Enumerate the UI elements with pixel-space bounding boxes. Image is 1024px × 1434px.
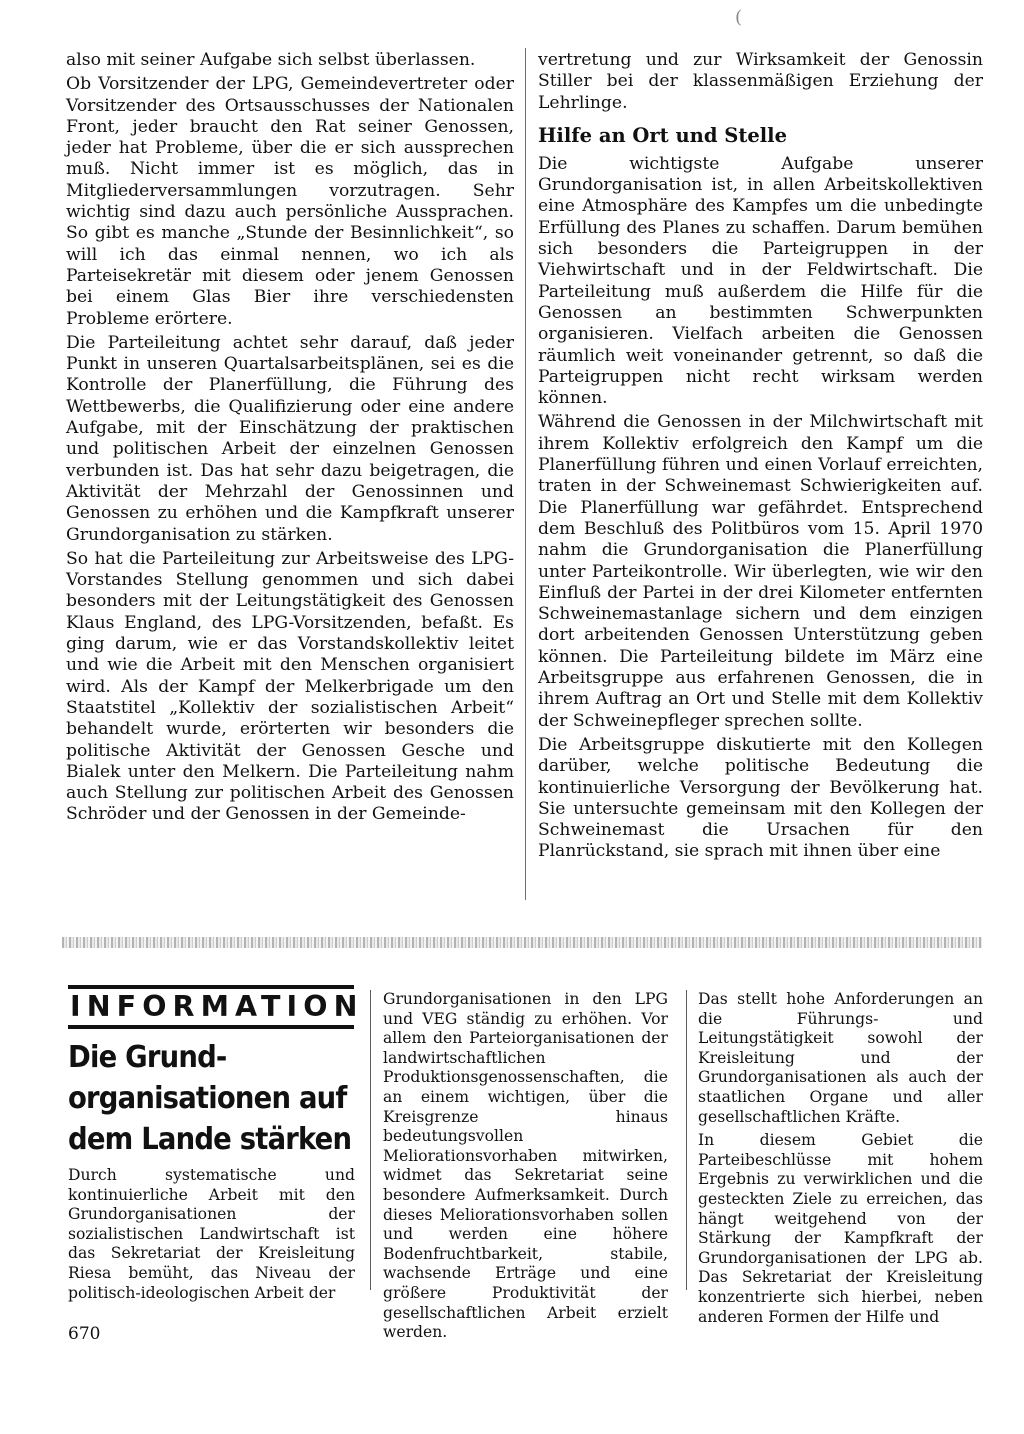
- section-heading: Hilfe an Ort und Stelle: [538, 123, 787, 147]
- section-separator-band: [62, 937, 982, 948]
- paragraph: Das stellt hohe Anforderungen an die Führungs- und Leitungstätigkeit sowohl der Kreisleitung und der Grundorganisationen als auch der staatlichen Organe und aller gesellschaftlichen Kräfte.: [698, 990, 983, 1126]
- column-divider: [525, 48, 526, 900]
- information-label: INFORMATION: [70, 990, 364, 1023]
- paragraph: So hat die Parteileitung zur Arbeitsweise des LPG-Vorstandes Stellung genommen und sich dabei besonders mit der Leitungstätigkeit des Genossen Klaus England, des LPG-Vorsitzenden, befaßt. Es ging darum, wie er das Vorstandskollektiv leitet und wie die Arbeit mit den Menschen organisiert wird. Als der Kampf der Melkerbrigade um den Staatstitel „Kollektiv der sozialistischen Arbeit“ behandelt wurde, erörterten wir besonders die politische Aktivität der Genossen Gesche und Bialek unter den Melkern. Die Parteileitung nahm auch Stellung zur politischen Arbeit des Genossen Schröder und der Genossen in der Gemeinde-: [66, 548, 514, 825]
- info-column-2: [383, 990, 668, 1347]
- paragraph: Die Parteileitung achtet sehr darauf, daß jeder Punkt in unseren Quartalsarbeitsplänen, sei es die Kontrolle der Planerfüllung, die Führung des Wettbewerbs, die Qualifizierung oder eine andere Aufgabe, mit der Einschätzung der praktischen und politischen Arbeit der einzelnen Genossen verbunden ist. Das hat sehr dazu beigetragen, die Aktivität der Mehrzahl der Genossinnen und Genossen zu erhöhen und die Kampfkraft unserer Grundorganisation zu stärken.: [66, 332, 514, 545]
- information-headline: [68, 1037, 354, 1160]
- info-column-divider: [370, 990, 371, 1290]
- headline-line: organisationen auf: [68, 1081, 347, 1116]
- paragraph: In diesem Gebiet die Parteibeschlüsse mit hohem Ergebnis zu verwirklichen und die gesteckten Ziele zu erreichen, das hängt weitgehend von der Stärkung der Kampfkraft der Grundorganisationen der LPG ab. Das Sekretariat der Kreisleitung konzentrierte sich hierbei, neben anderen Formen der Hilfe und: [698, 1131, 983, 1326]
- info-column-1: [68, 1166, 355, 1307]
- headline-line: Die Grund-: [68, 1040, 227, 1075]
- info-column-divider: [686, 990, 687, 1290]
- page-number: 670: [68, 1324, 101, 1344]
- information-box: [68, 985, 364, 1160]
- paragraph: vertretung und zur Wirksamkeit der Genossin Stiller bei der klassenmäßigen Erziehung der Lehrlinge.: [538, 50, 983, 113]
- article-column-left: [66, 50, 514, 829]
- paragraph: also mit seiner Aufgabe sich selbst überlassen.: [66, 50, 476, 70]
- headline-line: dem Lande stärken: [68, 1122, 352, 1157]
- paragraph: Die Arbeitsgruppe diskutierte mit den Kollegen darüber, welche politische Bedeutung die kontinuierliche Versorgung der Bevölkerung hat. Sie untersuchte gemeinsam mit den Kollegen der Schweinemast die Ursachen für den Planrückstand, sie sprach mit ihnen über eine: [538, 734, 983, 862]
- paragraph: Ob Vorsitzender der LPG, Gemeindevertreter oder Vorsitzender des Ortsausschusses der Nationalen Front, jeder braucht den Rat seiner Genossen, jeder hat Probleme, über die er sich aussprechen muß. Nicht immer ist es möglich, das in Mitgliederversammlungen vorzutragen. Sehr wichtig sind dazu auch persönliche Aussprachen. So gibt es manche „Stunde der Besinnlichkeit“, so will ich das einmal nennen, wo ich als Parteisekretär mit diesem oder jenem Genossen bei einem Glas Bier ihre verschiedensten Probleme erörtere.: [66, 74, 514, 329]
- paragraph: Durch systematische und kontinuierliche Arbeit mit den Grundorganisationen der sozialistischen Landwirtschaft ist das Sekretariat der Kreisleitung Riesa bemüht, das Niveau der politisch-ideologischen Arbeit der: [68, 1166, 355, 1302]
- info-column-3: [698, 990, 983, 1331]
- information-rule-bottom: [68, 1025, 354, 1029]
- paragraph: Grundorganisationen in den LPG und VEG ständig zu erhöhen. Vor allem den Parteiorganisationen der landwirtschaftlichen Produktionsgenossenschaften, die an einem wichtigen, über die Kreisgrenze hinaus bedeutungsvollen Meliorationsvorhaben mitwirken, widmet das Sekretariat seine besondere Aufmerksamkeit. Durch dieses Meliorationsvorhaben sollen und werden eine höhere Bodenfruchtbarkeit, stabile, wachsende Erträge und eine größere Produktivität der gesellschaftlichen Arbeit erzielt werden.: [383, 990, 668, 1342]
- paragraph: Die wichtigste Aufgabe unserer Grundorganisation ist, in allen Arbeitskollektiven eine Atmosphäre des Kampfes um die unbedingte Erfüllung des Planes zu schaffen. Darum bemühen sich besonders die Parteigruppen in der Viehwirtschaft und in der Feldwirtschaft. Die Parteileitung muß außerdem die Hilfe für die Genossen an bestimmten Schwerpunkten organisieren. Vielfach arbeiten die Genossen räumlich weit voneinander getrennt, so daß die Parteigruppen nicht recht wirksam werden können.: [538, 153, 983, 409]
- paragraph: Während die Genossen in der Milchwirtschaft mit ihrem Kollektiv erfolgreich den Kampf um die Planerfüllung führen und einen Vorlauf erreichten, traten in der Schweinemast Schwierigkeiten auf. Die Planerfüllung war gefährdet. Entsprechend dem Beschluß des Politbüros vom 15. April 1970 nahm die Grundorganisation die Planerfüllung unter Parteikontrolle. Wir überlegten, wie wir den Einfluß der Partei in der drei Kilometer entfernten Schweinemastanlage sichern und dem einzigen dort arbeitenden Genossen Unterstützung geben können. Die Parteileitung bildete im März eine Arbeitsgruppe aus erfahrenen Genossen, die in ihrem Auftrag an Ort und Stelle mit dem Kollektiv der Schweinepfleger sprechen sollte.: [538, 412, 983, 731]
- article-column-right: [538, 50, 983, 866]
- scan-mark: (: [735, 7, 743, 28]
